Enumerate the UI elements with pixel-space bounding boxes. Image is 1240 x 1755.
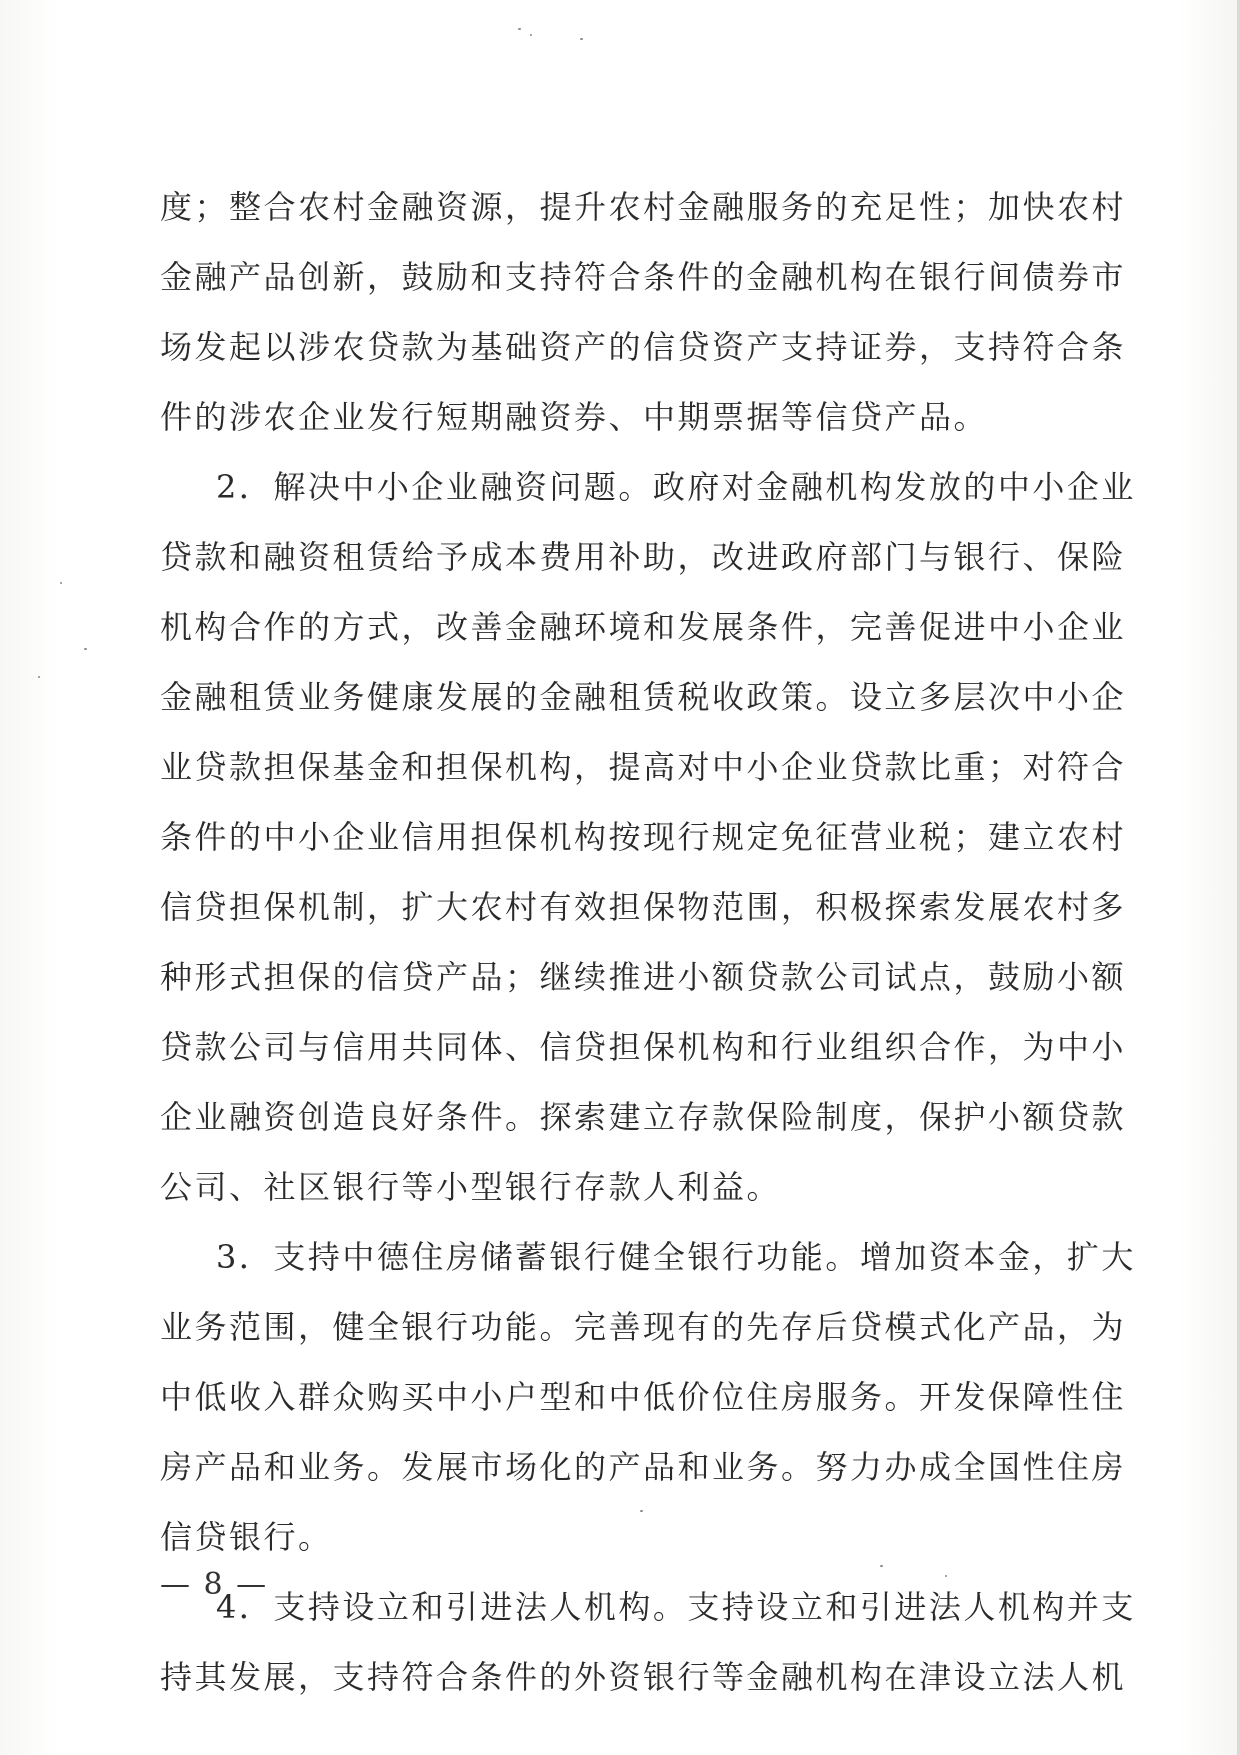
scan-speck: [518, 28, 521, 30]
text-line: 件的涉农企业发行短期融资券、中期票据等信贷产品。: [160, 398, 989, 436]
text-line: 金融租赁业务健康发展的金融租赁税收政策。设立多层次中小企: [160, 678, 1127, 716]
text-line: 度；整合农村金融资源，提升农村金融服务的充足性；加快农村: [160, 188, 1127, 226]
text-line: 企业融资创造良好条件。探索建立存款保险制度，保护小额贷款: [160, 1098, 1127, 1136]
scan-speck: [60, 582, 62, 584]
scan-speck: [38, 676, 40, 678]
text-line: 条件的中小企业信用担保机构按现行规定免征营业税；建立农村: [160, 818, 1127, 856]
text-line: 机构合作的方式，改善金融环境和发展条件，完善促进中小企业: [160, 608, 1127, 646]
text-line: 中低收入群众购买中小户型和中低价位住房服务。开发保障性住: [160, 1378, 1127, 1416]
text-line: 信贷银行。: [160, 1518, 333, 1556]
paragraph-start-line: 2．解决中小企业融资问题。政府对金融机构发放的中小企业: [216, 468, 1136, 506]
text-line: 金融产品创新，鼓励和支持符合条件的金融机构在银行间债券市: [160, 258, 1127, 296]
text-line: 房产品和业务。发展市场化的产品和业务。努力办成全国性住房: [160, 1448, 1127, 1486]
text-line: 业务范围，健全银行功能。完善现有的先存后贷模式化产品，为: [160, 1308, 1127, 1346]
paragraph-start-line: 4．支持设立和引进法人机构。支持设立和引进法人机构并支: [216, 1588, 1136, 1626]
scan-speck: [580, 38, 583, 40]
text-line: 贷款公司与信用共同体、信贷担保机构和行业组织合作，为中小: [160, 1028, 1127, 1066]
text-line: 业贷款担保基金和担保机构，提高对中小企业贷款比重；对符合: [160, 748, 1127, 786]
text-line: 场发起以涉农贷款为基础资产的信贷资产支持证券，支持符合条: [160, 328, 1127, 366]
text-line: 持其发展，支持符合条件的外资银行等金融机构在津设立法人机: [160, 1658, 1127, 1696]
document-body: [160, 172, 1136, 1712]
text-line: 信贷担保机制，扩大农村有效担保物范围，积极探索发展农村多: [160, 888, 1127, 926]
paragraph-start-line: 3．支持中德住房储蓄银行健全银行功能。增加资本金，扩大: [216, 1238, 1136, 1276]
page-number: — 8 —: [160, 1567, 269, 1602]
text-line: 种形式担保的信贷产品；继续推进小额贷款公司试点，鼓励小额: [160, 958, 1127, 996]
scan-speck: [84, 648, 87, 650]
text-line: 公司、社区银行等小型银行存款人利益。: [160, 1168, 782, 1206]
text-line: 贷款和融资租赁给予成本费用补助，改进政府部门与银行、保险: [160, 538, 1127, 576]
scan-speck: [530, 34, 532, 36]
